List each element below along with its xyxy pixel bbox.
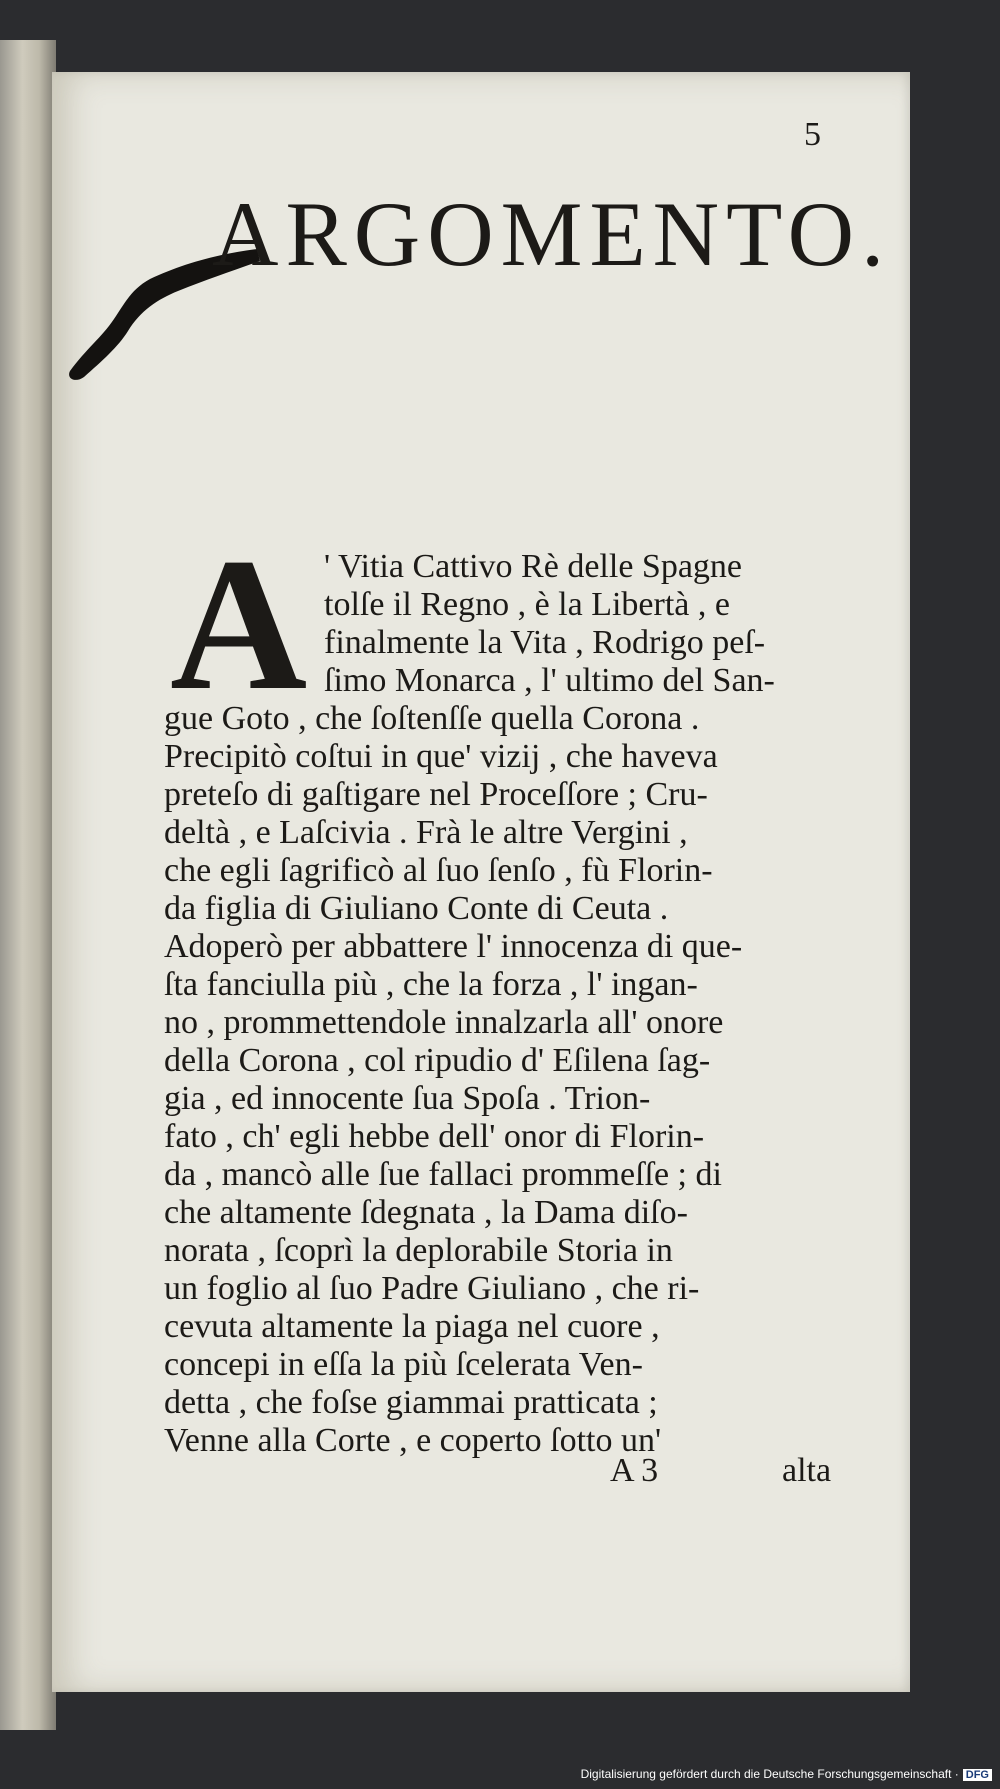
text-line: tolſe il Regno , è la Libertà , e [324,586,730,623]
catchword: alta [782,1452,832,1489]
text-line: Precipitò coſtui in que' vizij , che haveva [164,738,718,775]
text-line: un foglio al ſuo Padre Giuliano , che ri- [164,1270,700,1307]
text-line: ſimo Monarca , l' ultimo del San- [324,662,775,699]
section-title: ARGOMENTO. [212,183,892,285]
text-line: deltà , e Laſcivia . Frà le altre Vergini , [164,814,688,851]
text-line: fato , ch' egli hebbe dell' onor di Florin- [164,1118,705,1155]
text-line: norata , ſcoprì la deplorabile Storia in [164,1232,673,1269]
text-line: detta , che foſse giammai pratticata ; [164,1384,658,1421]
text-line: preteſo di gaſtigare nel Proceſſore ; Cru- [164,776,708,813]
text-line: che altamente ſdegnata , la Dama diſo- [164,1194,688,1231]
text-line: gue Goto , che ſoſtenſſe quella Corona . [164,700,700,737]
text-line: finalmente la Vita , Rodrigo peſ- [324,624,766,661]
text-line: gia , ed innocente ſua Spoſa . Trion- [164,1080,651,1117]
text-line: da figlia di Giuliano Conte di Ceuta . [164,890,669,927]
text-line: Venne alla Corte , e coperto ſotto un' [164,1422,662,1459]
text-line: da , mancò alle ſue fallaci prommeſſe ; di [164,1156,722,1193]
text-line: della Corona , col ripudio d' Eſilena ſag- [164,1042,711,1079]
digitization-credit [581,1767,992,1781]
book-page [52,72,910,1692]
dfg-logo: DFG [963,1769,992,1781]
text-line: cevuta altamente la piaga nel cuore , [164,1308,660,1345]
signature-mark: A 3 [610,1452,659,1489]
text-line: Adoperò per abbattere l' innocenza di que- [164,928,743,965]
text-line: no , prommettendole innalzarla all' onore [164,1004,724,1041]
page-number: 5 [804,116,821,153]
book-edge [0,40,56,1730]
credit-text: Digitalisierung gefördert durch die Deutsche Forschungsgemeinschaft · [580,1767,959,1781]
drop-cap: A [170,520,308,730]
text-line: ſta fanciulla più , che la forza , l' ingan- [164,966,698,1003]
text-line: concepi in eſſa la più ſcelerata Ven- [164,1346,643,1383]
text-line: ' Vitia Cattivo Rè delle Spagne [324,548,742,585]
text-line: che egli ſagrificò al ſuo ſenſo , fù Florin- [164,852,713,889]
